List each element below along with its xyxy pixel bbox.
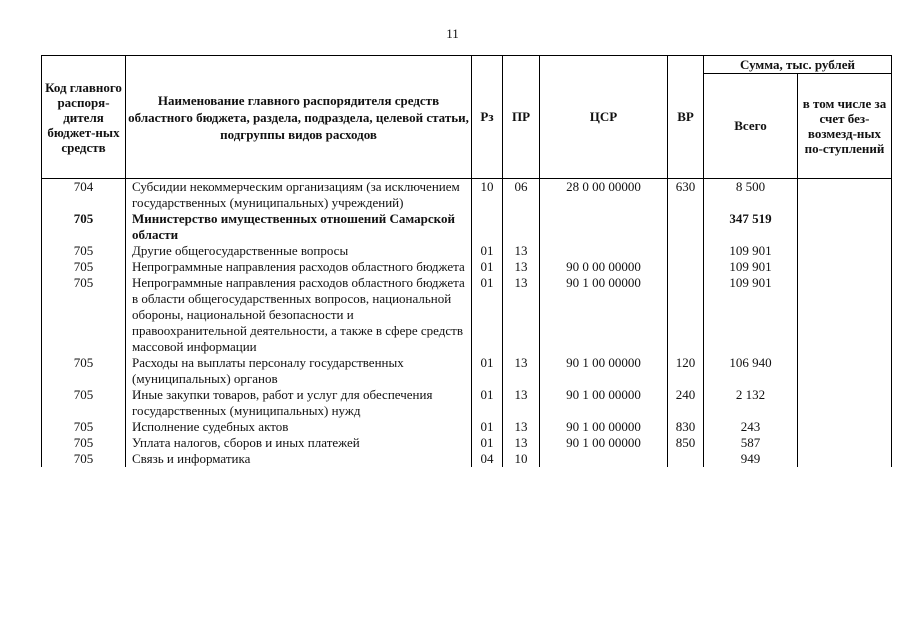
cell-csr [540, 211, 668, 243]
cell-free [798, 451, 892, 467]
header-vr: ВР [668, 56, 704, 179]
cell-free [798, 387, 892, 419]
cell-rz: 01 [472, 419, 503, 435]
cell-pr: 13 [503, 259, 540, 275]
cell-code: 705 [42, 435, 126, 451]
cell-csr: 90 0 00 00000 [540, 259, 668, 275]
cell-rz: 04 [472, 451, 503, 467]
cell-csr: 28 0 00 00000 [540, 179, 668, 212]
cell-csr: 90 1 00 00000 [540, 275, 668, 355]
cell-name: Иные закупки товаров, работ и услуг для обеспечения государственных (муниципальных) нужд [126, 387, 472, 419]
cell-vr: 120 [668, 355, 704, 387]
cell-name: Связь и информатика [126, 451, 472, 467]
cell-code: 704 [42, 179, 126, 212]
cell-total: 347 519 [704, 211, 798, 243]
header-name: Наименование главного распорядителя средств областного бюджета, раздела, подраздела, целевой статьи, подгруппы видов расходов [126, 56, 472, 179]
cell-pr: 13 [503, 243, 540, 259]
cell-pr: 10 [503, 451, 540, 467]
header-code: Код главного распоря-дителя бюджет-ных средств [42, 56, 126, 179]
cell-name: Другие общегосударственные вопросы [126, 243, 472, 259]
cell-total: 8 500 [704, 179, 798, 212]
cell-name: Расходы на выплаты персоналу государственных (муниципальных) органов [126, 355, 472, 387]
cell-code: 705 [42, 275, 126, 355]
header-incl-free: в том числе за счет без-возмезд-ных по-ступлений [798, 74, 892, 179]
cell-code: 705 [42, 419, 126, 435]
cell-pr: 13 [503, 387, 540, 419]
table-row [42, 243, 892, 259]
cell-csr: 90 1 00 00000 [540, 355, 668, 387]
cell-csr [540, 451, 668, 467]
cell-total: 949 [704, 451, 798, 467]
cell-rz: 01 [472, 259, 503, 275]
cell-code: 705 [42, 243, 126, 259]
table-body [42, 179, 892, 468]
cell-total: 109 901 [704, 259, 798, 275]
cell-vr: 850 [668, 435, 704, 451]
cell-csr: 90 1 00 00000 [540, 387, 668, 419]
cell-csr [540, 243, 668, 259]
cell-free [798, 243, 892, 259]
cell-pr: 13 [503, 419, 540, 435]
cell-csr: 90 1 00 00000 [540, 435, 668, 451]
cell-name: Министерство имущественных отношений Самарской области [126, 211, 472, 243]
cell-vr: 240 [668, 387, 704, 419]
cell-code: 705 [42, 355, 126, 387]
header-total: Всего [704, 74, 798, 179]
cell-free [798, 435, 892, 451]
cell-free [798, 211, 892, 243]
cell-free [798, 419, 892, 435]
table-row [42, 179, 892, 212]
cell-free [798, 275, 892, 355]
table-row [42, 211, 892, 243]
cell-rz: 01 [472, 355, 503, 387]
table-row [42, 355, 892, 387]
cell-pr: 06 [503, 179, 540, 212]
cell-rz: 10 [472, 179, 503, 212]
cell-code: 705 [42, 259, 126, 275]
cell-code: 705 [42, 451, 126, 467]
cell-csr: 90 1 00 00000 [540, 419, 668, 435]
header-rz: Рз [472, 56, 503, 179]
cell-rz: 01 [472, 243, 503, 259]
cell-vr [668, 451, 704, 467]
cell-pr: 13 [503, 275, 540, 355]
cell-code: 705 [42, 211, 126, 243]
cell-vr [668, 275, 704, 355]
cell-free [798, 259, 892, 275]
cell-total: 2 132 [704, 387, 798, 419]
cell-vr: 830 [668, 419, 704, 435]
cell-total: 109 901 [704, 275, 798, 355]
cell-vr [668, 211, 704, 243]
cell-name: Непрограммные направления расходов областного бюджета в области общегосударственных вопросов, национальной обороны, национальной безопасности и правоохранительной деятельности, а также в сфере средств массовой информации [126, 275, 472, 355]
cell-name: Уплата налогов, сборов и иных платежей [126, 435, 472, 451]
table-header [42, 56, 892, 179]
cell-vr [668, 259, 704, 275]
table-row [42, 451, 892, 467]
cell-rz [472, 211, 503, 243]
cell-free [798, 355, 892, 387]
cell-rz: 01 [472, 435, 503, 451]
header-csr: ЦСР [540, 56, 668, 179]
cell-pr: 13 [503, 355, 540, 387]
cell-total: 109 901 [704, 243, 798, 259]
cell-vr [668, 243, 704, 259]
table-row [42, 419, 892, 435]
cell-total: 106 940 [704, 355, 798, 387]
cell-pr: 13 [503, 435, 540, 451]
header-pr: ПР [503, 56, 540, 179]
cell-free [798, 179, 892, 212]
page-number: 11 [446, 26, 459, 41]
table-row [42, 387, 892, 419]
cell-vr: 630 [668, 179, 704, 212]
cell-name: Субсидии некоммерческим организациям (за исключением государственных (муниципальных) учреждений) [126, 179, 472, 212]
cell-rz: 01 [472, 275, 503, 355]
table-row [42, 435, 892, 451]
header-sum-group: Сумма, тыс. рублей [704, 56, 892, 74]
cell-code: 705 [42, 387, 126, 419]
cell-rz: 01 [472, 387, 503, 419]
cell-name: Непрограммные направления расходов областного бюджета [126, 259, 472, 275]
cell-name: Исполнение судебных актов [126, 419, 472, 435]
cell-total: 243 [704, 419, 798, 435]
cell-pr [503, 211, 540, 243]
table-row [42, 275, 892, 355]
cell-total: 587 [704, 435, 798, 451]
budget-table [41, 55, 892, 467]
table-row [42, 259, 892, 275]
